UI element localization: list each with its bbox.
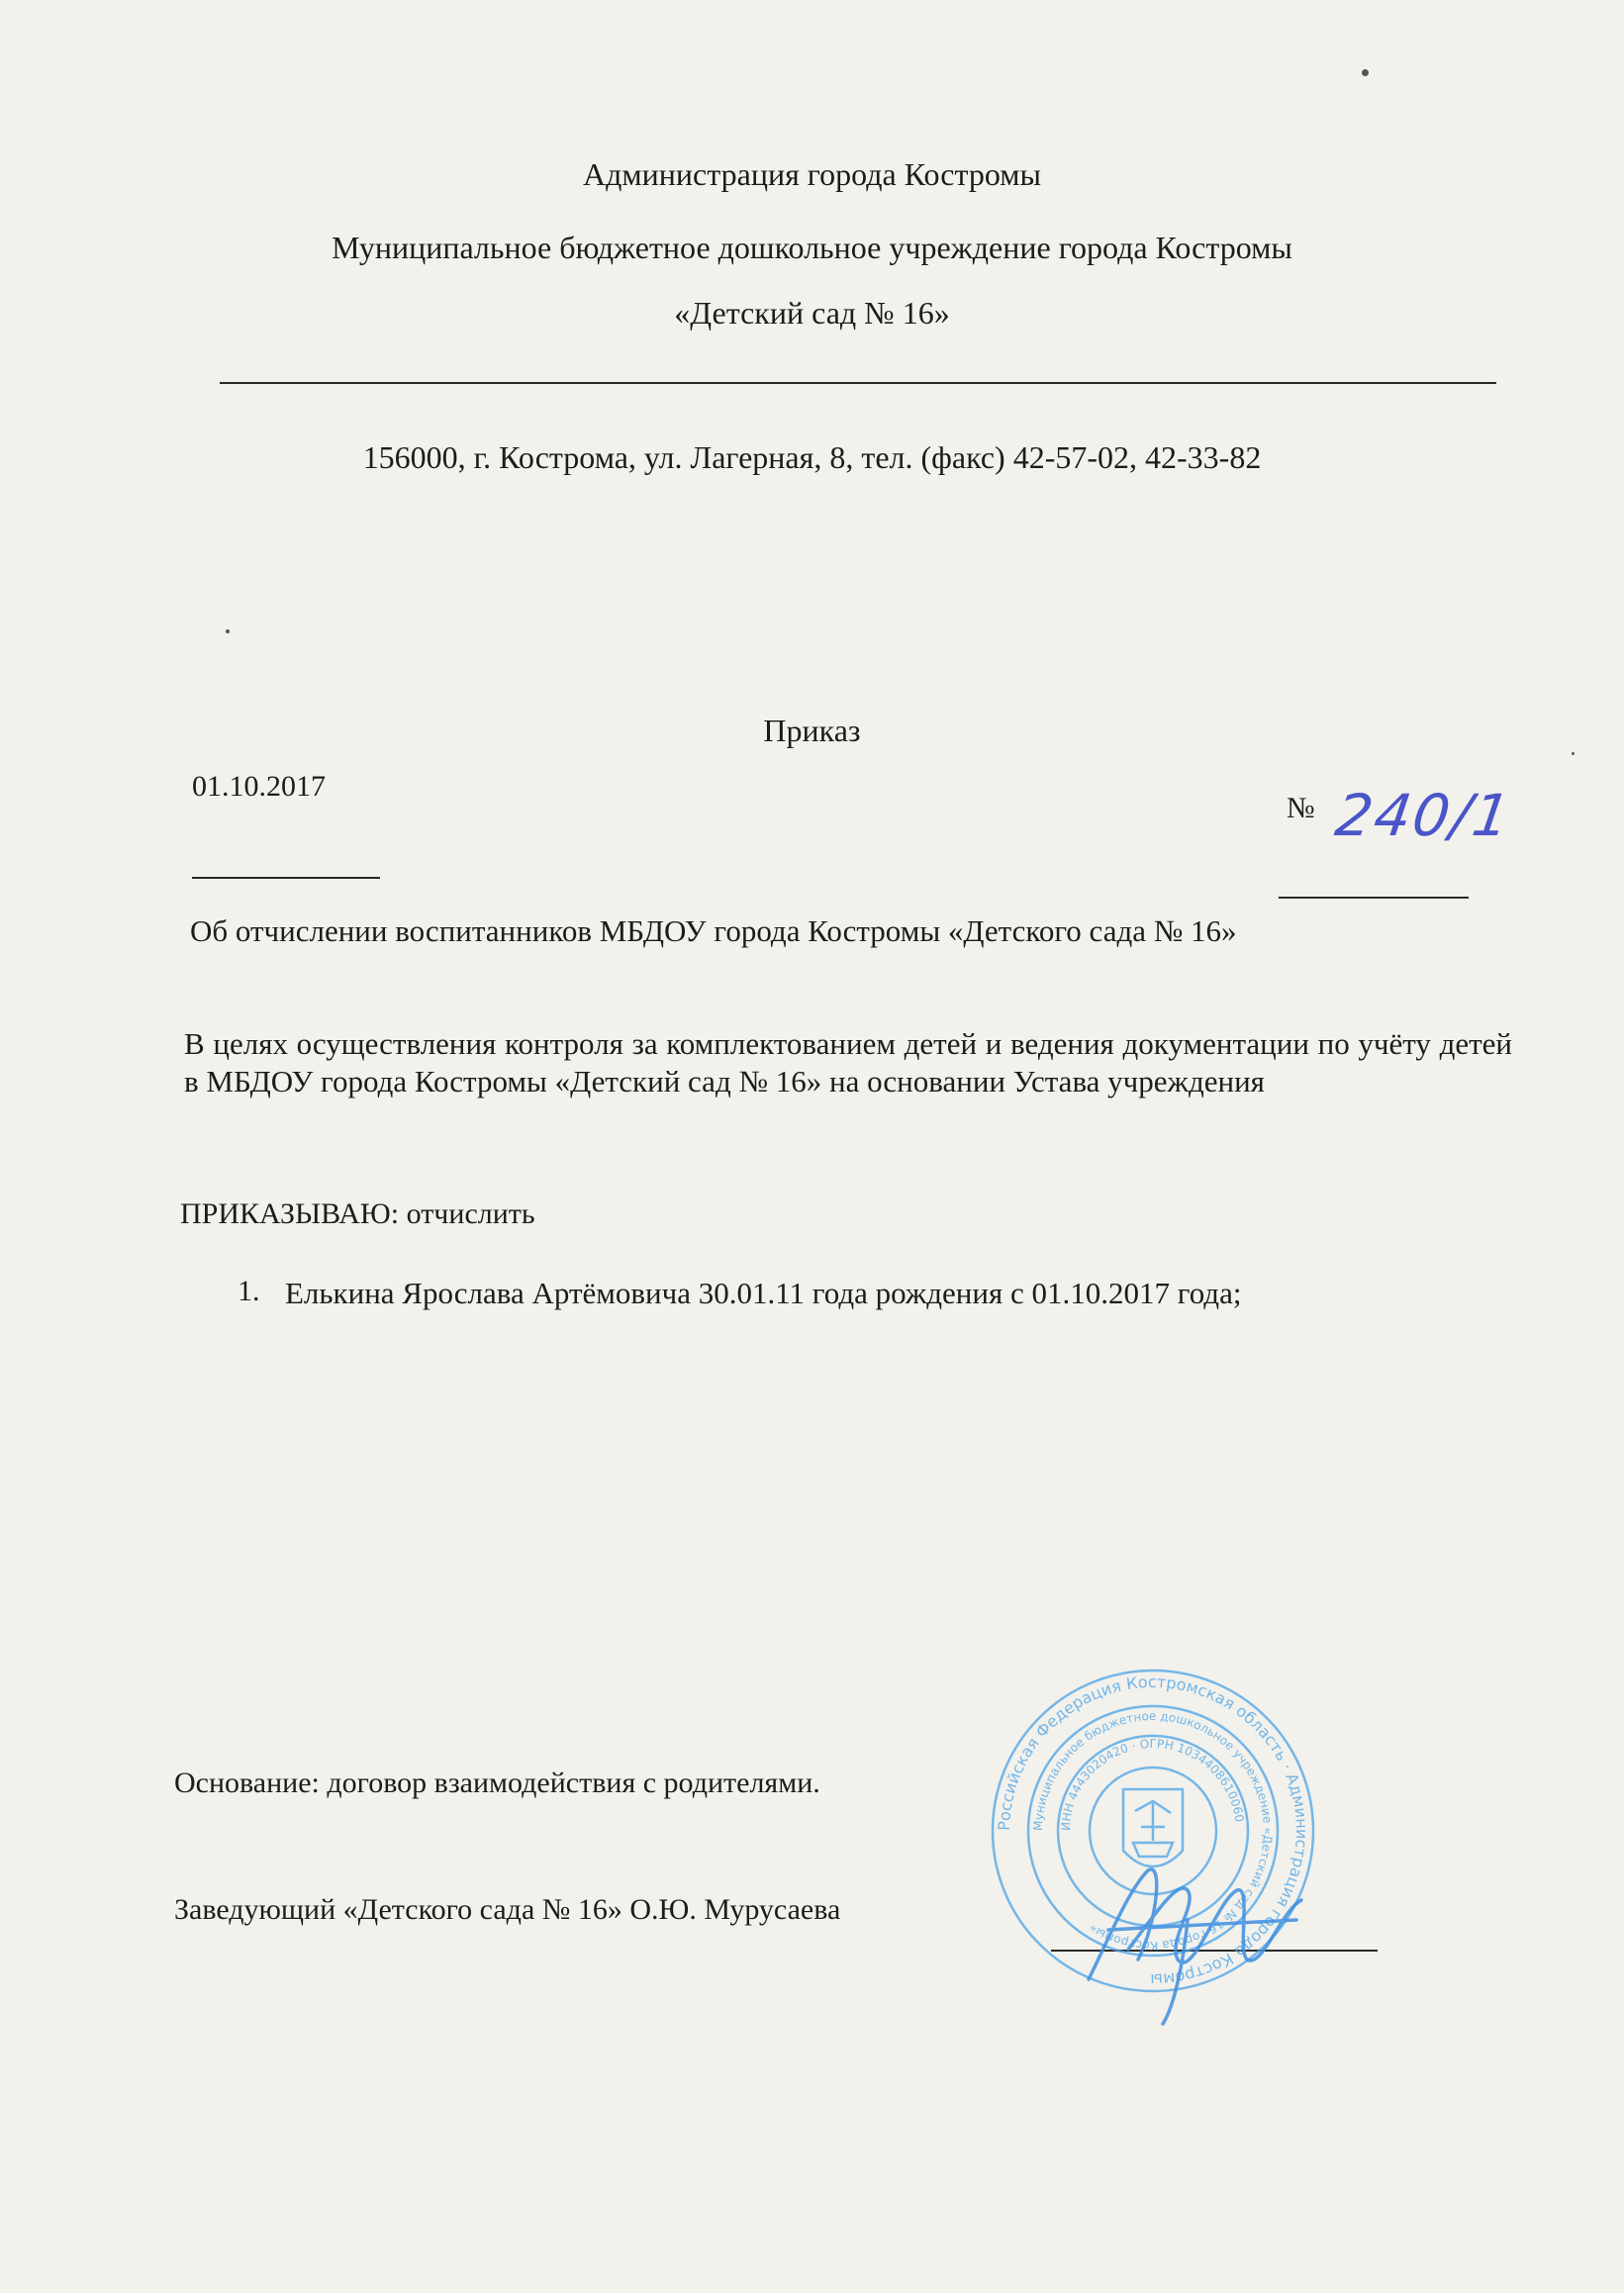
order-preamble: В целях осуществления контроля за комплектованием детей и ведения документации по учёту детей в МБДОУ города Костромы «Детский сад № 16» на основании Устава учреждения bbox=[184, 1026, 1512, 1099]
order-subject: Об отчислении воспитанников МБДОУ города Костромы «Детского сада № 16» bbox=[190, 913, 1237, 948]
number-underline bbox=[1279, 897, 1469, 899]
order-title: Приказ bbox=[763, 713, 861, 748]
scan-speck bbox=[226, 629, 230, 633]
header-kindergarten: «Детский сад № 16» bbox=[674, 295, 950, 331]
list-item-text: Елькина Ярослава Артёмовича 30.01.11 года рождения с 01.10.2017 года; bbox=[285, 1276, 1242, 1310]
header-address: 156000, г. Кострома, ул. Лагерная, 8, тел. (факс) 42-57-02, 42-33-82 bbox=[362, 439, 1262, 475]
stamp-middle-text: Муниципальное бюджетное дошкольное учреждение «Детский сад № 16 города Костромы» bbox=[1030, 1708, 1276, 1954]
list-item-number: 1. bbox=[238, 1275, 260, 1307]
order-signatory: Заведующий «Детского сада № 16» О.Ю. Мурусаева bbox=[174, 1893, 841, 1926]
scan-speck bbox=[1362, 69, 1369, 76]
handwritten-signature bbox=[1069, 1831, 1326, 2029]
order-basis: Основание: договор взаимодействия с родителями. bbox=[174, 1767, 820, 1799]
date-underline bbox=[192, 877, 380, 879]
header-administration: Администрация города Костромы bbox=[583, 156, 1041, 192]
order-number-label: № bbox=[1287, 792, 1315, 824]
stamp-inner-text: ИНН 4443020420 · ОГРН 1034408610060 bbox=[1058, 1736, 1247, 1832]
header-institution: Муниципальное бюджетное дошкольное учреждение города Костромы bbox=[332, 230, 1292, 265]
stamp-outer-text: Российская Федерация Костромская область · Администрация города Костромы bbox=[994, 1672, 1312, 1990]
order-directive: ПРИКАЗЫВАЮ: отчислить bbox=[180, 1197, 535, 1230]
order-date: 01.10.2017 bbox=[192, 770, 326, 803]
header-divider bbox=[220, 382, 1496, 384]
order-number-handwritten: 240/1 bbox=[1331, 782, 1516, 849]
scan-speck bbox=[1572, 752, 1575, 755]
